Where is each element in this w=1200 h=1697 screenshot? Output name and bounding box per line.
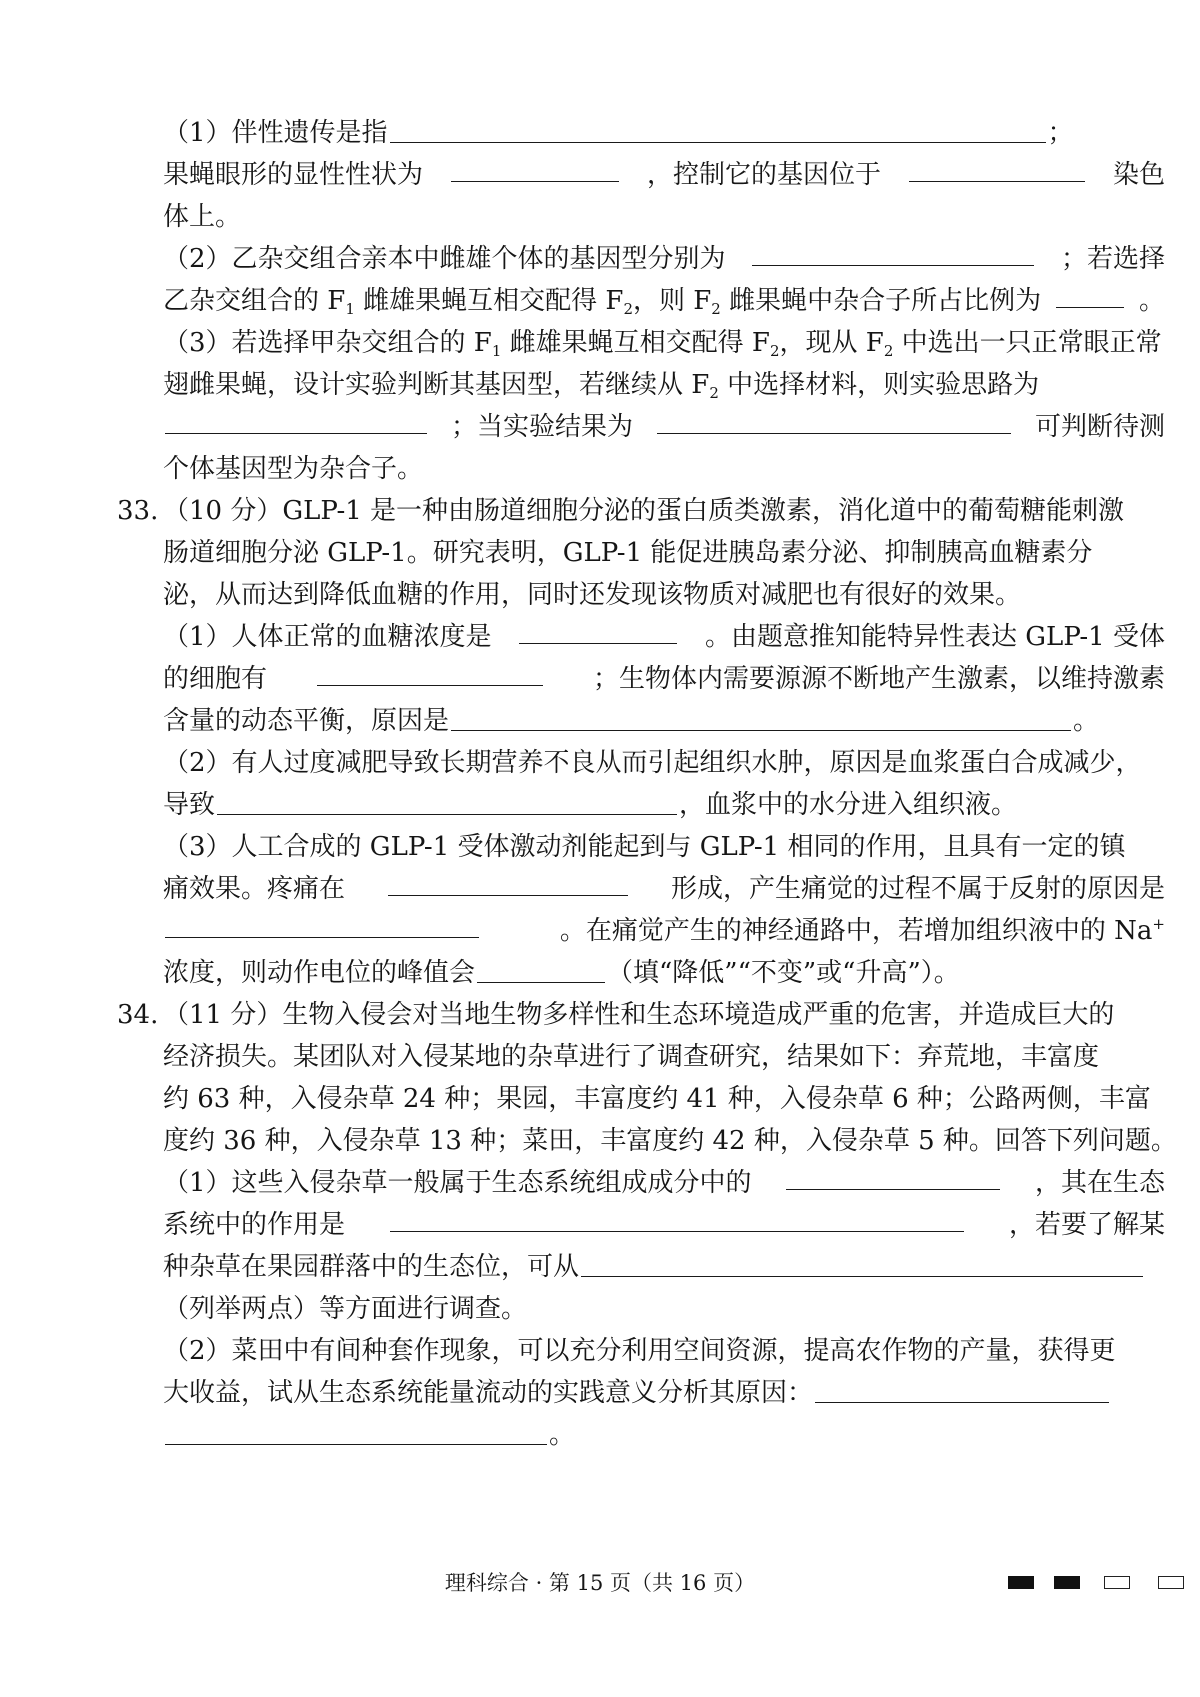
answer-blank[interactable] <box>388 867 628 896</box>
text: 。在痛觉产生的神经通路中，若增加组织液中的 Na+ <box>559 915 1165 946</box>
q33-line-3 <box>163 573 1165 617</box>
q34-line-9 <box>163 1329 1165 1373</box>
text: 形成，产生痛觉的过程不属于反射的原因是 <box>670 874 1165 904</box>
text: （1）这些入侵杂草一般属于生态系统组成成分中的 <box>163 1168 752 1198</box>
answer-blank[interactable] <box>390 114 1046 143</box>
filled-square-mark <box>1008 1576 1034 1589</box>
q32-line-3 <box>163 195 1165 239</box>
text: 约 63 种，入侵杂草 24 种；果园，丰富度约 41 种，入侵杂草 6 种；公路两侧，丰富 <box>163 1084 1151 1114</box>
text: 果蝇眼形的显性性状为 <box>163 160 424 190</box>
page-footer: 理科综合 · 第 15 页（共 16 页） <box>444 1571 756 1595</box>
text: 系统中的作用是 <box>163 1210 346 1240</box>
q33-line-9 <box>163 825 1165 869</box>
q33-line-2 <box>163 531 1165 575</box>
text: （3）人工合成的 GLP-1 受体激动剂能起到与 GLP-1 相同的作用，且具有一定的镇 <box>163 832 1126 862</box>
text: 大收益，试从生态系统能量流动的实践意义分析其原因： <box>163 1378 814 1408</box>
q32-line-7 <box>163 363 1165 407</box>
q33-line-4 <box>163 615 1165 659</box>
q33-line-1 <box>163 489 1165 533</box>
q33-line-10 <box>163 867 1165 911</box>
text: 可判断待测 <box>1034 412 1165 442</box>
q34-line-3 <box>163 1077 1165 1121</box>
filled-square-mark <box>1054 1576 1080 1589</box>
text: ；生物体内需要源源不断地产生激素，以维持激素 <box>592 664 1165 694</box>
text: （2）有人过度减肥导致长期营养不良从而引起组织水肿，原因是血浆蛋白合成减少， <box>163 748 1142 778</box>
q34-line-8 <box>163 1287 1165 1331</box>
answer-blank[interactable] <box>165 405 427 434</box>
answer-blank[interactable] <box>451 702 1071 731</box>
text: 。 <box>1138 286 1165 316</box>
answer-blank[interactable] <box>786 1161 1000 1190</box>
q33-line-8 <box>163 783 1165 827</box>
q33-line-12 <box>163 951 1165 995</box>
q34-number: 34. <box>117 1000 159 1030</box>
text: 导致 <box>163 790 216 820</box>
q34-line-7 <box>163 1245 1165 1289</box>
q32-line-4 <box>163 237 1165 281</box>
answer-blank[interactable] <box>657 405 1011 434</box>
answer-blank[interactable] <box>165 1416 547 1445</box>
q32-line-1 <box>163 111 1165 155</box>
q33-line-5 <box>163 657 1165 701</box>
answer-blank[interactable] <box>581 1248 1143 1277</box>
q33-line-6 <box>163 699 1165 743</box>
text: 。由题意推知能特异性表达 GLP-1 受体 <box>705 622 1165 652</box>
text: ，血浆中的水分进入组织液。 <box>679 790 1018 820</box>
text: 度约 36 种，入侵杂草 13 种；菜田，丰富度约 42 种，入侵杂草 5 种。回答下列问题。 <box>163 1126 1177 1156</box>
text: 体上。 <box>163 202 242 232</box>
q34-line-4 <box>163 1119 1177 1163</box>
answer-blank[interactable] <box>752 237 1034 266</box>
answer-blank[interactable] <box>165 909 479 938</box>
text: ，其在生态 <box>1034 1168 1165 1198</box>
text: 。 <box>549 1420 576 1450</box>
text: （3）若选择甲杂交组合的 $F_1$ 雌雄果蝇互相交配得 $F_2$，现从 $F_2$ 中选出一只正常眼正常 <box>163 328 1162 360</box>
text: （1）人体正常的血糖浓度是 <box>163 622 492 652</box>
text: 翅雌果蝇，设计实验判断其基因型，若继续从 $F_2$ 中选择材料，则实验思路为 <box>163 370 1040 402</box>
text: （10 分）GLP-1 是一种由肠道细胞分泌的蛋白质类激素，消化道中的葡萄糖能刺激 <box>163 496 1125 526</box>
answer-blank[interactable] <box>1056 279 1124 308</box>
text: ；若选择 <box>1060 244 1165 274</box>
punct: ； <box>1047 118 1074 148</box>
text: （2）乙杂交组合亲本中雌雄个体的基因型分别为 <box>163 244 726 274</box>
answer-blank[interactable] <box>477 954 605 983</box>
q32-part1-text: （1）伴性遗传是指 <box>163 118 388 148</box>
q32-line-8 <box>163 405 1165 449</box>
answer-blank[interactable] <box>519 615 677 644</box>
q32-line-5 <box>163 279 1165 323</box>
text: （11 分）生物入侵会对当地生物多样性和生态环境造成严重的危害，并造成巨大的 <box>163 1000 1115 1030</box>
text: ，控制它的基因位于 <box>646 160 881 190</box>
answer-blank[interactable] <box>451 153 619 182</box>
q33-line-7 <box>163 741 1165 785</box>
text: 浓度，则动作电位的峰值会 <box>163 958 476 988</box>
text: 经济损失。某团队对入侵某地的杂草进行了调查研究，结果如下：弃荒地，丰富度 <box>163 1042 1100 1072</box>
hollow-square-mark <box>1158 1576 1184 1589</box>
text: 染色 <box>1112 160 1165 190</box>
q32-line-9 <box>163 447 1165 491</box>
text: 。 <box>1073 706 1100 736</box>
text: 痛效果。疼痛在 <box>163 874 346 904</box>
answer-blank[interactable] <box>317 657 543 686</box>
text: 乙杂交组合的 $F_1$ 雌雄果蝇互相交配得 $F_2$，则 $F_2$ 雌果蝇中杂合子所占比例为 <box>163 286 1042 318</box>
q34-line-10 <box>163 1371 1165 1415</box>
answer-blank[interactable] <box>909 153 1085 182</box>
q34-line-5 <box>163 1161 1165 1205</box>
text: （列举两点）等方面进行调查。 <box>163 1294 528 1324</box>
text: 泌，从而达到降低血糖的作用，同时还发现该物质对减肥也有很好的效果。 <box>163 580 1022 610</box>
q34-line-11 <box>163 1413 1165 1457</box>
answer-blank[interactable] <box>815 1374 1109 1403</box>
text: （2）菜田中有间种套作现象，可以充分利用空间资源，提高农作物的产量，获得更 <box>163 1336 1116 1366</box>
q33-line-11 <box>163 909 1165 953</box>
text: 含量的动态平衡，原因是 <box>163 706 450 736</box>
answer-blank[interactable] <box>390 1203 964 1232</box>
q34-line-2 <box>163 1035 1165 1079</box>
answer-blank[interactable] <box>217 786 677 815</box>
text: 肠道细胞分泌 GLP-1。研究表明，GLP-1 能促进胰岛素分泌、抑制胰高血糖素分 <box>163 538 1093 568</box>
text: （填“降低”“不变”或“升高”）。 <box>607 958 960 988</box>
text: ，若要了解某 <box>1008 1210 1165 1240</box>
hollow-square-mark <box>1104 1576 1130 1589</box>
q32-line-2 <box>163 153 1165 197</box>
text: 的细胞有 <box>163 664 268 694</box>
q33-number: 33. <box>117 496 159 526</box>
registration-marks <box>1008 1576 1188 1592</box>
q32-line-6 <box>163 321 1165 365</box>
text: 种杂草在果园群落中的生态位，可从 <box>163 1252 580 1282</box>
q34-line-6 <box>163 1203 1165 1247</box>
text: ；当实验结果为 <box>450 412 633 442</box>
text: 个体基因型为杂合子。 <box>163 454 424 484</box>
q34-line-1 <box>163 993 1165 1037</box>
